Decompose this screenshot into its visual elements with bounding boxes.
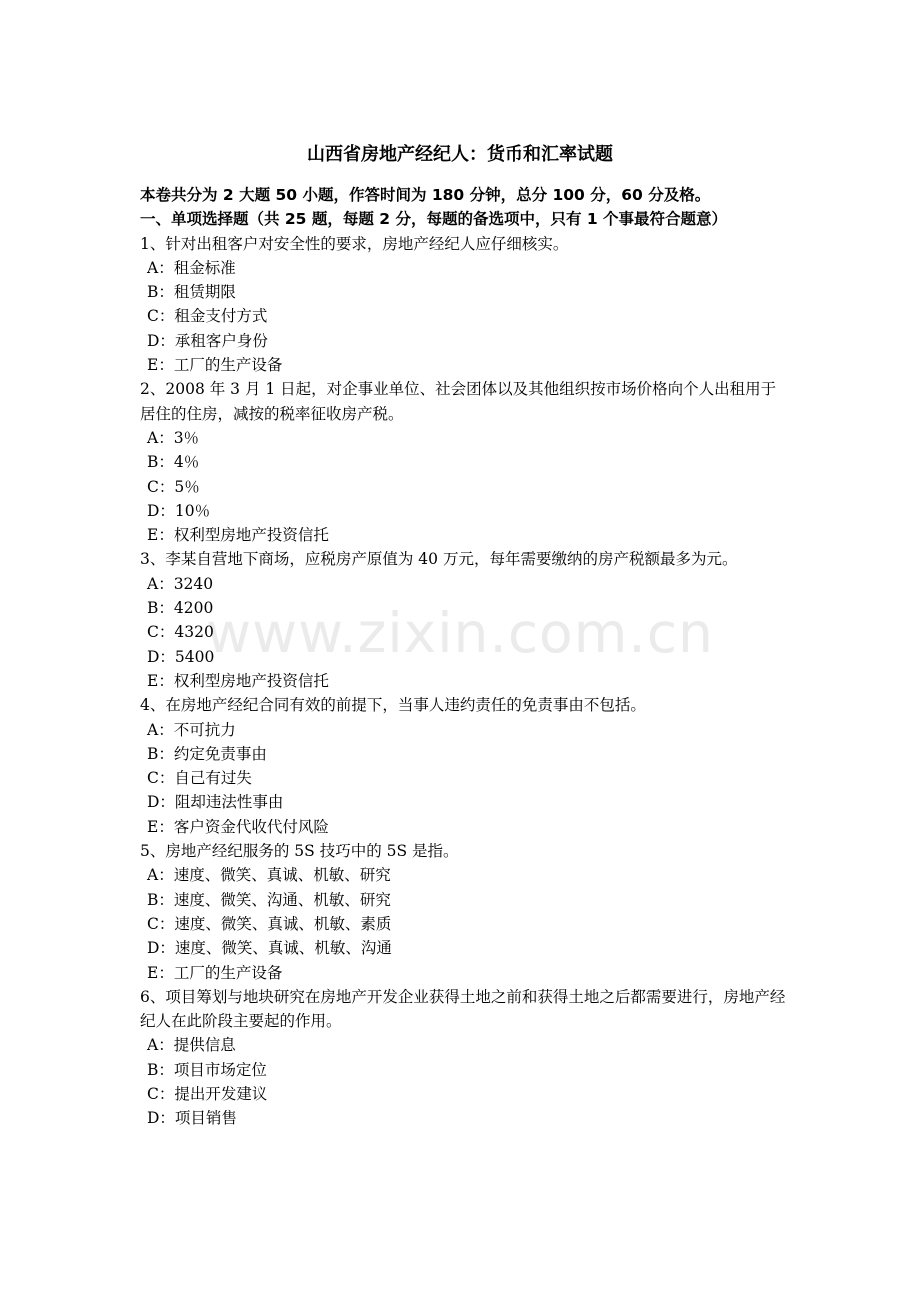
option-c: C：速度、微笑、真诚、机敏、素质 [147,914,392,933]
section-heading: 一、单项选择题（共 25 题，每题 2 分，每题的备选项中，只有 1 个事最符合题意） [140,210,728,229]
document-body [140,183,790,1131]
page-title: 山西省房地产经纪人：货币和汇率试题 [307,144,613,165]
option-a: A：速度、微笑、真诚、机敏、研究 [147,866,391,885]
option-d: D：项目销售 [147,1109,237,1128]
question-block [140,839,790,985]
option-d: D：承租客户身份 [147,331,268,350]
question-text: 5、房地产经纪服务的 5S 技巧中的 5S 是指。 [140,842,459,861]
question-text: 4、在房地产经纪合同有效的前提下，当事人违约责任的免责事由不包括。 [140,696,646,715]
option-a: A：提供信息 [147,1036,236,1055]
option-b: B：租赁期限 [147,283,236,302]
option-c: C：自己有过失 [147,769,252,788]
option-a: A：租金标准 [147,258,236,277]
question-text: 6、项目筹划与地块研究在房地产开发企业获得土地之前和获得土地之后都需要进行，房地产经纪人在此阶段主要起的作用。 [140,987,786,1031]
question-block [140,985,790,1131]
option-b: B：项目市场定位 [147,1060,267,1079]
question-text: 1、针对出租客户对安全性的要求，房地产经纪人应仔细核实。 [140,234,569,253]
option-d: D：5400 [147,647,215,666]
option-e: E：工厂的生产设备 [147,356,283,375]
option-d: D：10％ [147,501,211,520]
option-a: A：3240 [147,574,214,593]
option-b: B：4％ [147,453,200,472]
question-block [140,547,790,693]
question-block [140,693,790,839]
question-text: 3、李某自营地下商场，应税房产原值为 40 万元，每年需要缴纳的房产税额最多为元。 [140,550,738,569]
option-c: C：5％ [147,477,200,496]
option-c: C：提出开发建议 [147,1084,268,1103]
option-e: E：工厂的生产设备 [147,963,283,982]
option-d: D：速度、微笑、真诚、机敏、沟通 [147,939,392,958]
option-e: E：权利型房地产投资信托 [147,671,329,690]
exam-intro: 本卷共分为 2 大题 50 小题，作答时间为 180 分钟，总分 100 分，60 分及格。 [140,186,711,204]
question-text: 2、2008 年 3 月 1 日起，对企事业单位、社会团体以及其他组织按市场价格向个人出租用于居住的住房，减按的税率征收房产税。 [140,380,777,423]
option-d: D：阻却违法性事由 [147,793,284,812]
option-b: B：约定免责事由 [147,744,267,763]
option-b: B：速度、微笑、沟通、机敏、研究 [147,890,391,909]
question-block [140,232,790,378]
option-c: C：租金支付方式 [147,307,268,326]
question-block [140,377,790,547]
option-c: C：4320 [147,623,214,642]
option-e: E：权利型房地产投资信托 [147,526,329,545]
option-a: A：3％ [147,428,200,447]
option-b: B：4200 [147,599,214,618]
option-a: A：不可抗力 [147,720,236,739]
watermark: www.zixin.com.cn [206,601,714,665]
option-e: E：客户资金代收代付风险 [147,817,329,836]
